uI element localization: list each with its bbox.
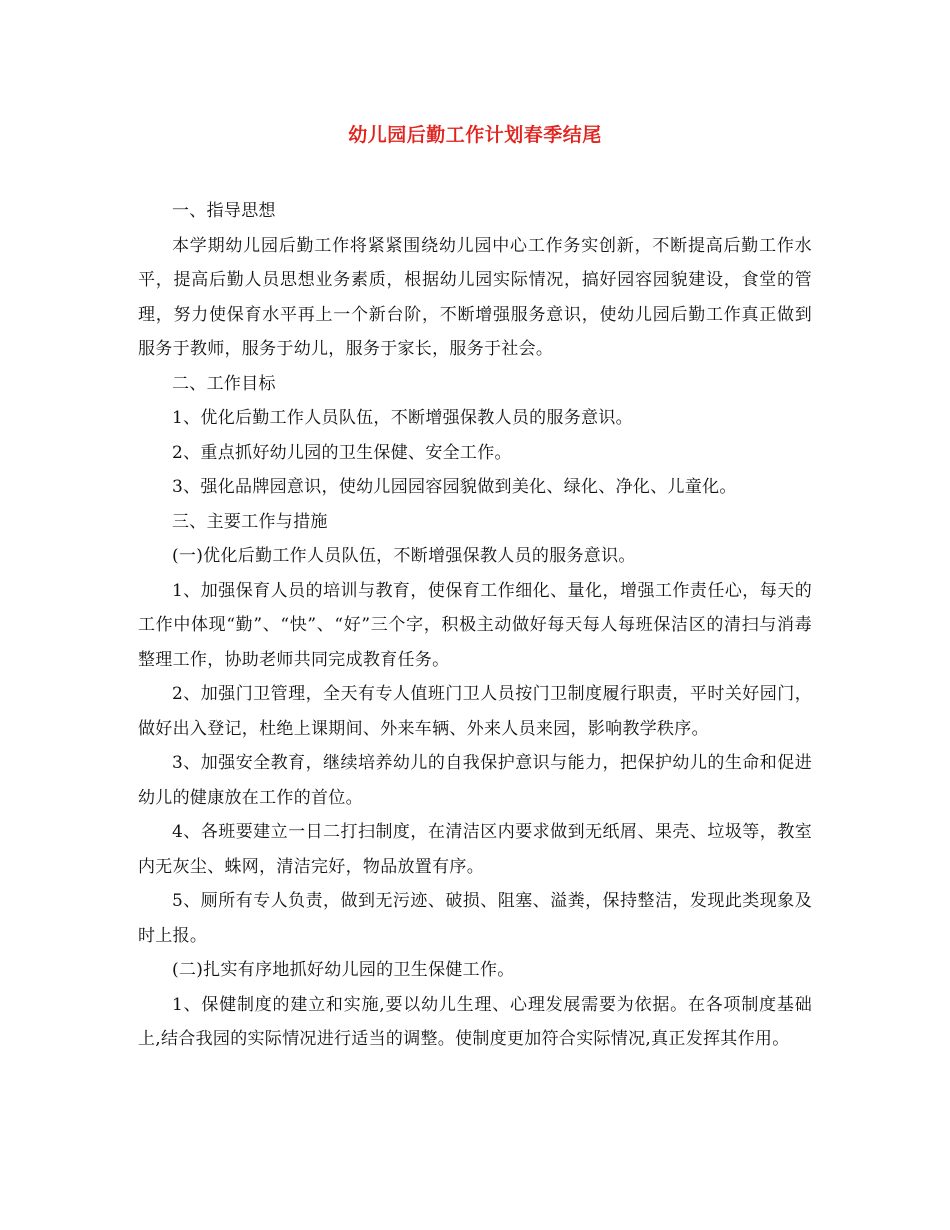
- section-heading: 三、主要工作与措施: [172, 511, 328, 532]
- list-item: 1、加强保育人员的培训与教育，使保育工作细化、量化，增强工作责任心，每天的工作中体现“勤”、“快”、“好”三个字，积极主动做好每天每人每班保洁区的清扫与消毒整理工作，协助老师共同完成教育任务。: [138, 580, 812, 670]
- section-heading: 一、指导思想: [172, 201, 276, 221]
- list-item: 5、厕所有专人负责，做到无污迹、破损、阻塞、溢粪，保持整洁，发现此类现象及时上报。: [138, 891, 812, 946]
- list-item: 3、加强安全教育，继续培养幼儿的自我保护意识与能力，把保护幼儿的生命和促进幼儿的健康放在工作的首位。: [138, 753, 812, 808]
- section-heading: 二、工作目标: [172, 373, 276, 394]
- list-item: 4、各班要建立一日二打扫制度，在清洁区内要求做到无纸屑、果壳、垃圾等，教室内无灰尘、蛛网，清洁完好，物品放置有序。: [138, 822, 812, 877]
- list-item: 1、保健制度的建立和实施,要以幼儿生理、心理发展需要为依据。在各项制度基础上,结合我园的实际情况进行适当的调整。使制度更加符合实际情况,真正发挥其作用。: [138, 994, 812, 1049]
- body-paragraph: 本学期幼儿园后勤工作将紧紧围绕幼儿园中心工作务实创新，不断提高后勤工作水平，提高后勤人员思想业务素质，根据幼儿园实际情况，搞好园容园貌建设，食堂的管理，努力使保育水平再上一个新台阶，不断增强服务意识，使幼儿园后勤工作真正做到服务于教师，服务于幼儿，服务于家长，服务于社会。: [138, 235, 812, 359]
- document-body: [138, 194, 812, 1057]
- list-item: 3、强化品牌园意识，使幼儿园园容园貌做到美化、绿化、净化、儿童化。: [172, 477, 737, 497]
- subsection-heading: (一)优化后勤工作人员队伍，不断增强保教人员的服务意识。: [172, 546, 636, 566]
- list-item: 2、重点抓好幼儿园的卫生保健、安全工作。: [172, 442, 512, 463]
- subsection-heading: (二)扎实有序地抓好幼儿园的卫生保健工作。: [172, 960, 515, 980]
- list-item: 2、加强门卫管理，全天有专人值班门卫人员按门卫制度履行职责，平时关好园门，做好出入登记，杜绝上课期间、外来车辆、外来人员来园，影响教学秩序。: [138, 684, 812, 739]
- document-title: 幼儿园后勤工作计划春季结尾: [348, 124, 602, 146]
- list-item: 1、优化后勤工作人员队伍，不断增强保教人员的服务意识。: [172, 408, 633, 428]
